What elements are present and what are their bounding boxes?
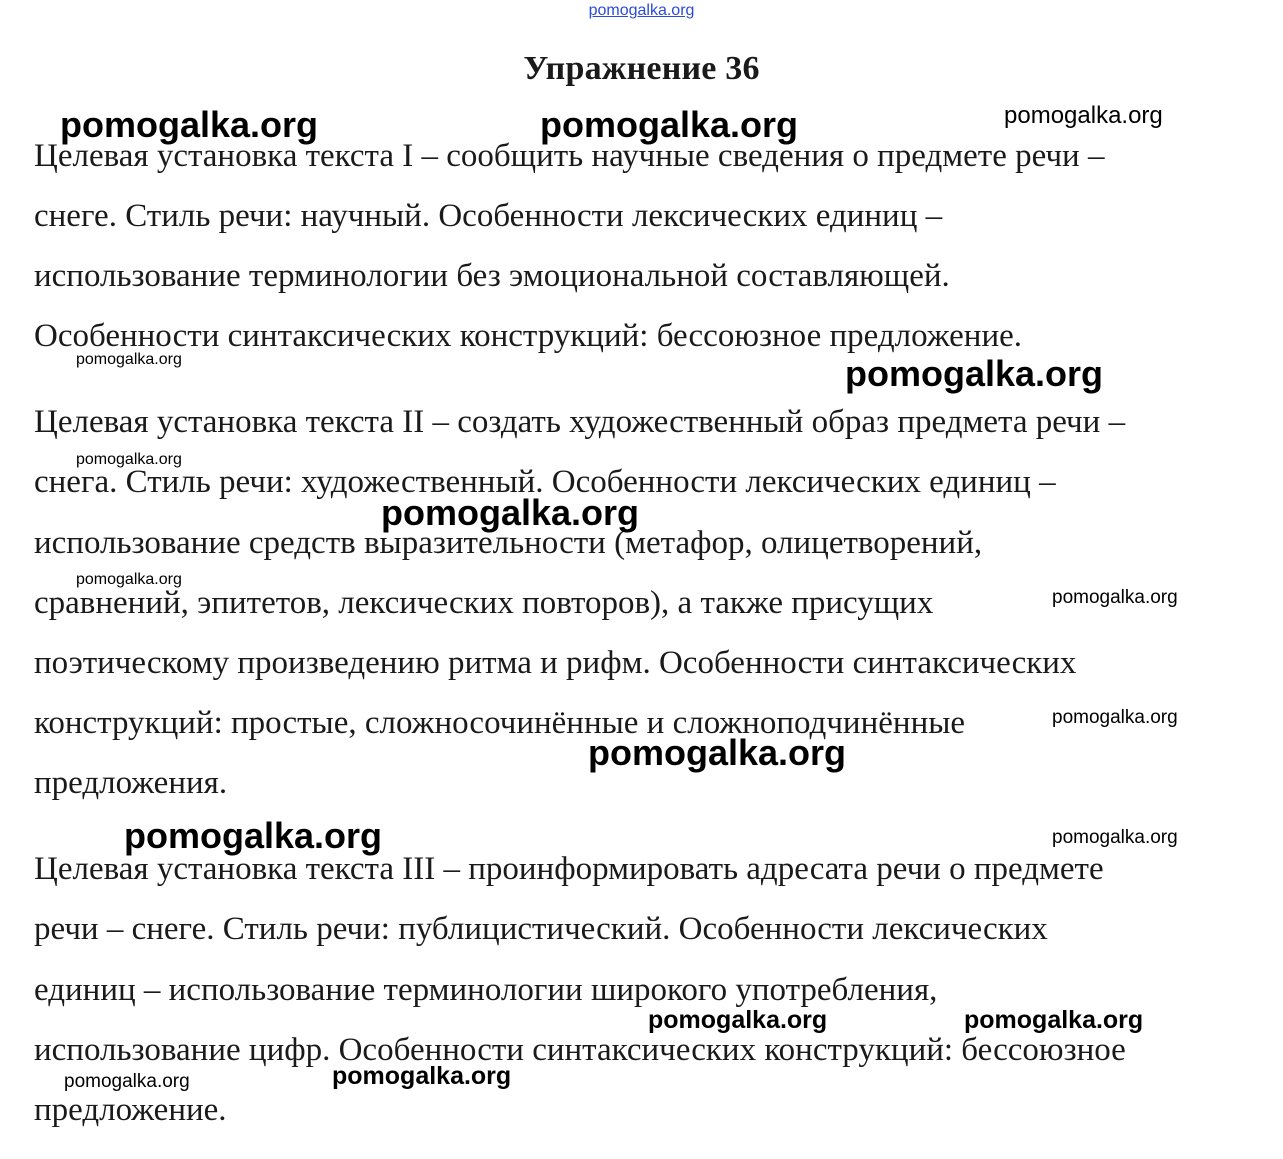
watermark: pomogalka.org	[76, 351, 182, 368]
paragraph-1-line-4: Особенности синтаксических конструкций: бессоюзное предложение.	[34, 318, 1023, 354]
paragraph-3-line-4: использование цифр. Особенности синтаксических конструкций: бессоюзное	[34, 1032, 1126, 1068]
paragraph-3-line-3: единиц – использование терминологии широкого употребления,	[34, 972, 938, 1008]
watermark: pomogalka.org	[540, 104, 799, 145]
watermark: pomogalka.org	[64, 1071, 190, 1092]
paragraph-1-line-2: снеге. Стиль речи: научный. Особенности лексических единиц –	[34, 198, 943, 234]
paragraph-3-line-5: предложение.	[34, 1092, 227, 1128]
paragraph-3-line-1: Целевая установка текста III – проинформировать адресата речи о предмете	[34, 851, 1104, 887]
top-watermark: pomogalka.org	[588, 2, 695, 19]
watermark: pomogalka.org	[964, 1006, 1144, 1034]
watermark: pomogalka.org	[588, 732, 847, 773]
watermark: pomogalka.org	[76, 451, 182, 468]
paragraph-2-line-4: сравнений, эпитетов, лексических повторов), а также присущих	[34, 585, 934, 621]
watermark: pomogalka.org	[1052, 707, 1178, 728]
watermark: pomogalka.org	[648, 1006, 828, 1034]
paragraph-2-line-5: поэтическому произведению ритма и рифм. Особенности синтаксических	[34, 645, 1077, 681]
paragraph-2-line-6: конструкций: простые, сложносочинённые и сложноподчинённые	[34, 705, 966, 741]
watermark: pomogalka.org	[1052, 827, 1178, 848]
paragraph-1-line-1: Целевая установка текста I – сообщить научные сведения о предмете речи –	[34, 138, 1105, 174]
watermark: pomogalka.org	[381, 492, 640, 533]
watermark: pomogalka.org	[845, 353, 1104, 394]
watermark: pomogalka.org	[124, 815, 383, 856]
paragraph-2-line-1: Целевая установка текста II – создать художественный образ предмета речи –	[34, 404, 1126, 440]
paragraph-2-line-7: предложения.	[34, 765, 228, 801]
paragraph-3-line-2: речи – снеге. Стиль речи: публицистический. Особенности лексических	[34, 911, 1048, 947]
watermark: pomogalka.org	[332, 1062, 512, 1090]
watermark: pomogalka.org	[76, 571, 182, 588]
paragraph-1-line-3: использование терминологии без эмоциональной составляющей.	[34, 258, 950, 294]
watermark: pomogalka.org	[60, 104, 319, 145]
watermark: pomogalka.org	[1052, 587, 1178, 608]
paragraph-2-line-2: снега. Стиль речи: художественный. Особенности лексических единиц –	[34, 464, 1056, 500]
paragraph-2-line-3: использование средств выразительности (метафор, олицетворений,	[34, 525, 983, 561]
page-title: Упражнение 36	[523, 50, 760, 87]
watermark: pomogalka.org	[1004, 102, 1163, 129]
